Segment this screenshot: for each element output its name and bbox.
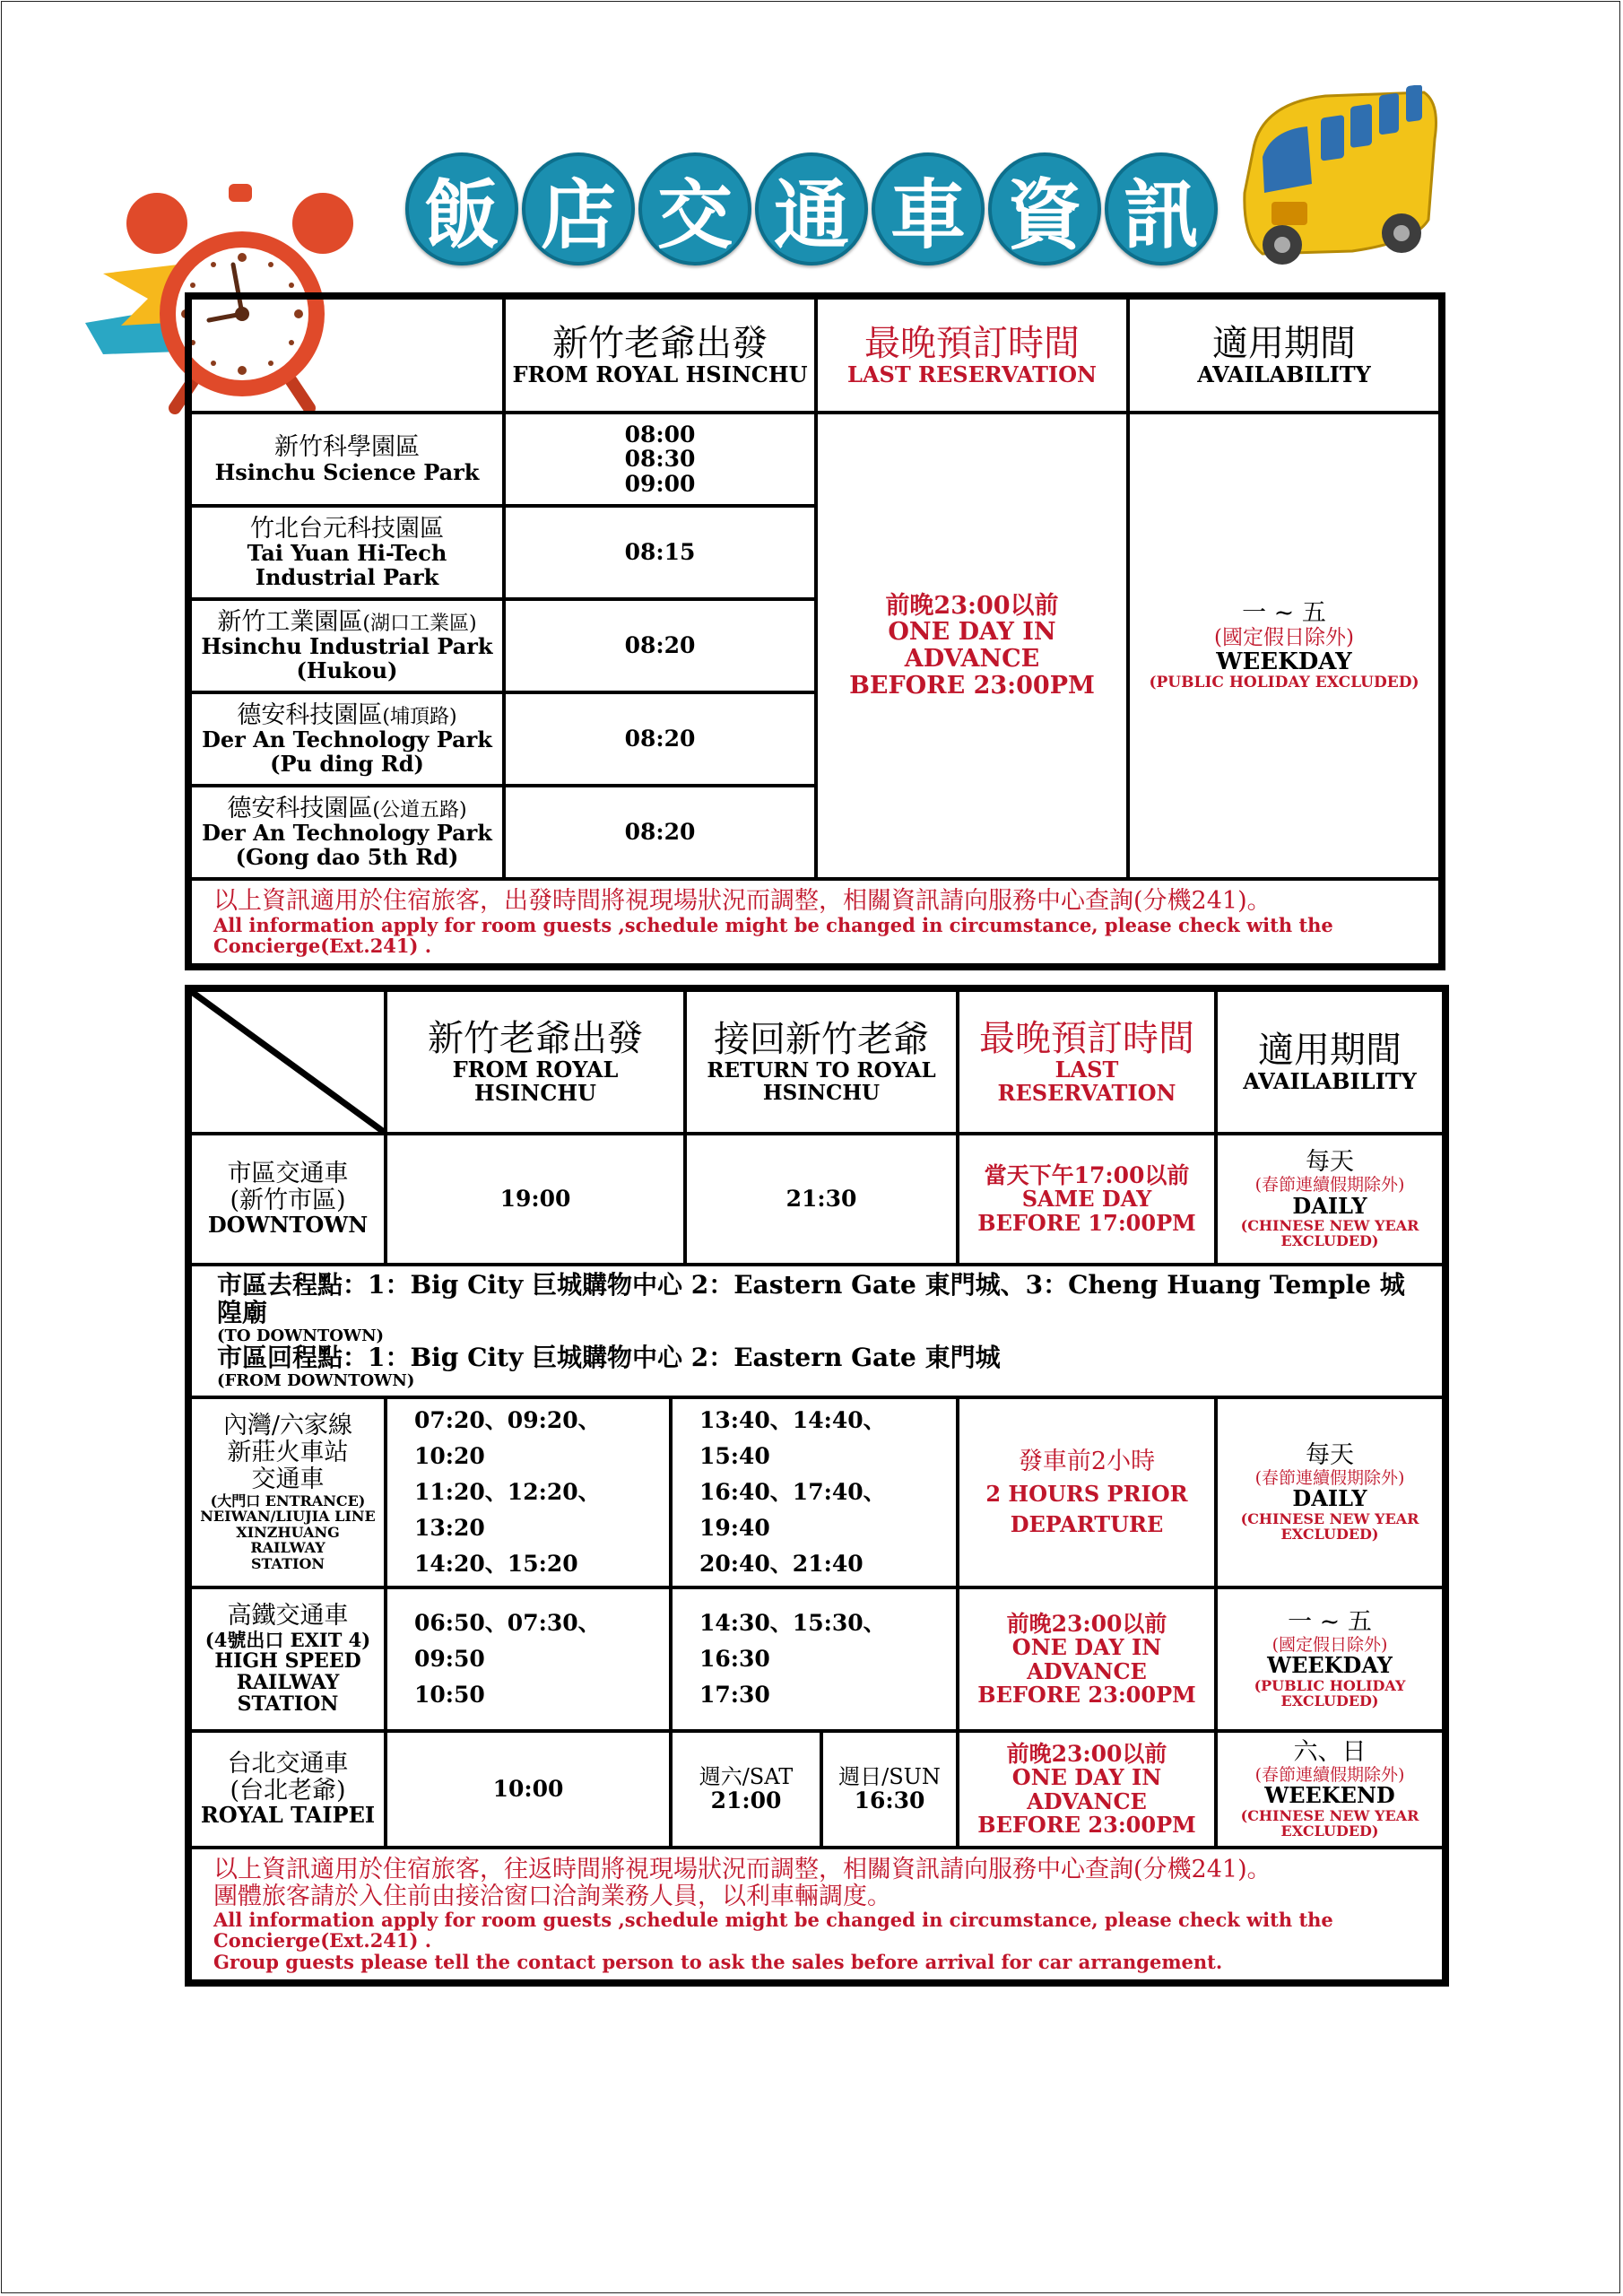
depart-time-cell: 06:50、07:30、09:50 10:50: [386, 1587, 671, 1731]
header-depart: 新竹老爺出發 FROM ROYAL HSINCHU: [504, 298, 816, 413]
header-reserve: 最晚預訂時間 LAST RESERVATION: [816, 298, 1128, 413]
title-char: 資: [988, 152, 1101, 265]
time-cell: 08:00 08:30 09:00: [504, 413, 816, 506]
header-return: 接回新竹老爺 RETURN TO ROYAL HSINCHU: [685, 990, 958, 1134]
reserve-cell: 前晚23:00以前 ONE DAY IN ADVANCE BEFORE 23:00PM: [816, 413, 1128, 879]
saturday-return-cell: 週六/SAT 21:00: [671, 1731, 821, 1848]
note-cell: 以上資訊適用於住宿旅客，往返時間將視現場狀況而調整，相關資訊請向服務中心查詢(分機241)。 團體旅客請於入住前由接洽窗口洽詢業務人員，以利車輛調度。 All information apply for room guests ,schedule might be changed in circumstance, please check with the Concierge(Ext.241) . Group guests please tell the contact person to ask the sales before arrival for car arrangement.: [190, 1848, 1444, 1981]
note-cell: 以上資訊適用於住宿旅客，出發時間將視現場狀況而調整，相關資訊請向服務中心查詢(分機241)。 All information apply for room guests ,schedule might be changed in circumstance, please check with the Concierge(Ext.241) .: [190, 879, 1440, 965]
reserve-cell: 前晚23:00以前 ONE DAY IN ADVANCE BEFORE 23:00PM: [958, 1587, 1216, 1731]
location-cell: 德安科技園區(埔頂路) Der An Technology Park (Pu ding Rd): [190, 692, 504, 786]
depart-time-cell: 19:00: [386, 1134, 685, 1265]
table-row: [190, 413, 1440, 506]
route-cell: 市區交通車 (新竹市區) DOWNTOWN: [190, 1134, 386, 1265]
table-row: [190, 1587, 1444, 1731]
note-row: [190, 879, 1440, 965]
title-char: 店: [522, 152, 635, 265]
availability-cell: 一 ~ 五 (國定假日除外) WEEKDAY (PUBLIC HOLIDAY EXCLUDED): [1216, 1587, 1444, 1731]
time-cell: 08:20: [504, 599, 816, 692]
bus-icon: [1236, 85, 1442, 278]
time-cell: 08:20: [504, 692, 816, 786]
location-cell: 新竹科學園區 Hsinchu Science Park: [190, 413, 504, 506]
downtown-points-row: [190, 1265, 1444, 1397]
availability-cell: 每天 (春節連續假期除外) DAILY (CHINESE NEW YEAR EXCLUDED): [1216, 1397, 1444, 1587]
header-reserve: 最晚預訂時間 LAST RESERVATION: [958, 990, 1216, 1134]
commuter-shuttle-table: [188, 296, 1442, 967]
return-time-cell: 14:30、15:30、16:30 17:30: [671, 1587, 958, 1731]
empty-corner: [190, 298, 504, 413]
reserve-cell: 當天下午17:00以前 SAME DAY BEFORE 17:00PM: [958, 1134, 1216, 1265]
table-row: [190, 1397, 1444, 1587]
route-cell: 台北交通車 (台北老爺) ROYAL TAIPEI: [190, 1731, 386, 1848]
note-row: [190, 1848, 1444, 1981]
title-char: 車: [872, 152, 985, 265]
location-cell: 竹北台元科技園區 Tai Yuan Hi-Tech Industrial Park: [190, 506, 504, 599]
route-cell: 高鐵交通車 (4號出口 EXIT 4) HIGH SPEED RAILWAY STATION: [190, 1587, 386, 1731]
location-cell: 新竹工業園區(湖口工業區) Hsinchu Industrial Park (Hukou): [190, 599, 504, 692]
table-row: [190, 1134, 1444, 1265]
title-char: 通: [755, 152, 868, 265]
availability-cell: 六、日 (春節連續假期除外) WEEKEND (CHINESE NEW YEAR EXCLUDED): [1216, 1731, 1444, 1848]
bus-illustration: [1236, 85, 1442, 278]
title-char: 訊: [1105, 152, 1218, 265]
header-availability: 適用期間 AVAILABILITY: [1128, 298, 1440, 413]
sunday-return-cell: 週日/SUN 16:30: [821, 1731, 958, 1848]
location-cell: 德安科技園區(公道五路) Der An Technology Park (Gong dao 5th Rd): [190, 786, 504, 879]
availability-cell: 一 ~ 五 (國定假日除外) WEEKDAY (PUBLIC HOLIDAY EXCLUDED): [1128, 413, 1440, 879]
route-cell: 內灣/六家線 新莊火車站 交通車 (大門口 ENTRANCE) NEIWAN/LIUJIA LINE XINZHUANG RAILWAY STATION: [190, 1397, 386, 1587]
title-char: 飯: [405, 152, 518, 265]
shuttle-bus-table: [188, 988, 1445, 1983]
time-cell: 08:20: [504, 786, 816, 879]
table-row: [190, 1731, 1444, 1848]
return-time-cell: 21:30: [685, 1134, 958, 1265]
header-depart: 新竹老爺出發 FROM ROYAL HSINCHU: [386, 990, 685, 1134]
title-char: 交: [638, 152, 751, 265]
diagonal-line: [192, 992, 384, 1132]
reserve-cell: 前晚23:00以前 ONE DAY IN ADVANCE BEFORE 23:00PM: [958, 1731, 1216, 1848]
depart-time-cell: 07:20、09:20、10:20 11:20、12:20、13:20 14:20、15:20: [386, 1397, 671, 1587]
return-time-cell: 13:40、14:40、15:40 16:40、17:40、19:40 20:40、21:40: [671, 1397, 958, 1587]
depart-time-cell: 10:00: [386, 1731, 671, 1848]
header-availability: 適用期間 AVAILABILITY: [1216, 990, 1444, 1134]
table-header-row: [190, 298, 1440, 413]
availability-cell: 每天 (春節連續假期除外) DAILY (CHINESE NEW YEAR EXCLUDED): [1216, 1134, 1444, 1265]
downtown-points-cell: 市區去程點：1：Big City 巨城購物中心 2：Eastern Gate 東門城、3：Cheng Huang Temple 城隍廟 (TO DOWNTOWN) 市區回程點：1：Big City 巨城購物中心 2：Eastern Gate 東門城 (FROM DOWNTOWN): [190, 1265, 1444, 1397]
title-banner: [405, 152, 1230, 269]
diagonal-corner: [190, 990, 386, 1134]
time-cell: 08:15: [504, 506, 816, 599]
reserve-cell: 發車前2小時 2 HOURS PRIOR DEPARTURE: [958, 1397, 1216, 1587]
table-header-row: [190, 990, 1444, 1134]
